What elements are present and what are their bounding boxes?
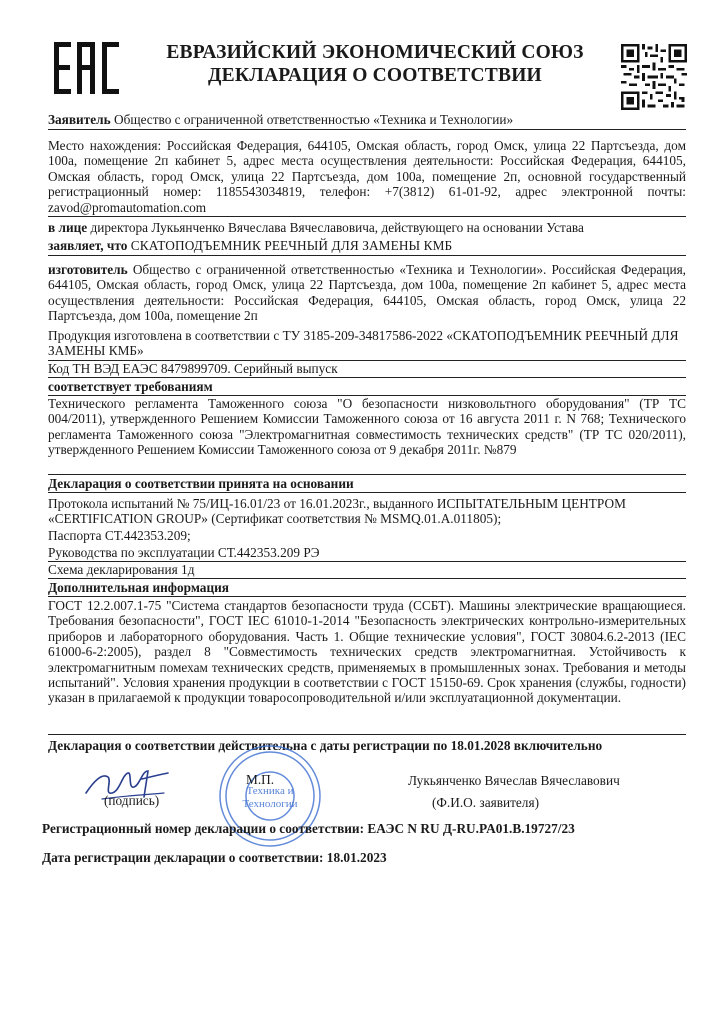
applicant-line [48,112,686,127]
svg-text:Технологии: Технологии [242,798,298,810]
manufacturer-label: изготовитель [48,262,128,277]
declaration-scheme: Схема декларирования 1д [48,562,195,577]
applicant-name-signature: Лукьянченко Вячеслав Вячеславович [408,773,620,788]
production-text: Продукция изготовлена в соответствии с ТУ 3185-209-34817586-2022 «СКАТОПОДЪЕМНИК РЕЕЧНЫЙ ДЛЯ ЗАМЕНЫ КМБ» [48,328,679,359]
title-declaration: ДЕКЛАРАЦИЯ О СООТВЕТСТВИИ [208,65,542,86]
registration-date: Дата регистрации декларации о соответствии: 18.01.2023 [42,850,387,865]
name-caption: (Ф.И.О. заявителя) [432,795,539,810]
requirements-label: соответствует требованиям [48,379,213,394]
divider [48,377,686,378]
basis-label: Декларация о соответствии принята на основании [48,476,354,491]
divider [48,474,686,475]
product-name: СКАТОПОДЪЕМНИК РЕЕЧНЫЙ ДЛЯ ЗАМЕНЫ КМБ [130,238,453,253]
registration-number: Регистрационный номер декларации о соответствии: ЕАЭС N RU Д-RU.PA01.B.19727/23 [42,821,575,836]
divider [48,255,686,256]
test-protocol: Протокола испытаний № 75/ИЦ-16.01/23 от 16.01.2023г., выданного ИСПЫТАТЕЛЬНЫМ ЦЕНТРОМ «CERTIFICATION GROUP» (Сертификат соответствия № MSMQ.01.A.011805); [48,496,626,527]
divider [48,129,686,130]
person-line [48,220,686,235]
manufacturer-block [48,262,686,324]
eac-logo [52,40,122,96]
additional-text: ГОСТ 12.2.007.1-75 "Система стандартов безопасности труда (ССБТ). Машины электрические вращающиеся. Требования безопасности", ГОСТ IEC 61010-1-2014 "Безопасность электрических контрольно-измерительных приборов и лабораторного оборудования. Часть 1. Общие технические условия", ГОСТ 30804.6.2-2013 (IEC 61000-6-2:2005), раздел 8 "Совместимость технических средств электромагнитная. Устойчивость к электромагнитным помехам технических средств, применяемых в промышленных зонах. Требования и методы испытаний". Условия хранения продукции в соответствии с ГОСТ 15150-69. Срок хранения (службы, годности) указан в прилагаемой к продукции товаросопроводительной и/или эксплуатационной документации. [48,598,686,706]
declares-line [48,238,686,253]
qr-code-icon [621,44,687,110]
applicant-name: Общество с ограниченной ответственностью «Техника и Технологии» [113,112,514,127]
signature-caption: (подпись) [104,793,160,808]
applicant-address: Место нахождения: Российская Федерация, 644105, Омская область, город Омск, улица 22 Партсъезда, дом 100а, помещение 2п кабинет 5, адрес места осуществления деятельности: Российская Федерация, 644105, Омская область, город Омск, улица 22 Партсъезда, дом 100а, помещение 2п, основной государственный регистрационный номер: 1185543034819, телефон: +7(3812) 61-01-92, адрес электронной почты: zavod@promautomation.com [48,138,686,215]
applicant-label: Заявитель [48,112,111,127]
stamp-place-label: М.П. [246,772,275,787]
validity-text: Декларация о соответствии действительна с даты регистрации по 18.01.2028 включительно [48,738,603,753]
person-label: в лице [48,220,88,235]
title-union: ЕВРАЗИЙСКИЙ ЭКОНОМИЧЕСКИЙ СОЮЗ [166,42,584,63]
tn-ved-code: Код ТН ВЭД ЕАЭС 8479899709. Серийный выпуск [48,361,338,376]
person-value: директора Лукьянченко Вячеслава Вячеславовича, действующего на основании Устава [90,220,584,235]
requirements-text: Технического регламента Таможенного союза "О безопасности низковольтного оборудования" (ТР ТС 004/2011), утвержденного Решением Комиссии Таможенного союза от 16 августа 2011 г. N 768; Технического регламента Таможенного союза "Электромагнитная совместимость технических средств" (ТР ТС 020/2011), утвержденного Решением Комиссии Таможенного союза от 9 декабря 2011г. №879 [48,396,686,458]
divider [48,596,686,597]
divider [48,734,686,735]
declares-label: заявляет, что [48,238,128,253]
divider [48,492,686,493]
divider [48,578,686,579]
additional-label: Дополнительная информация [48,580,229,595]
divider [48,216,686,217]
svg-text:Техника и: Техника и [246,785,294,797]
document-title [150,41,600,87]
passport: Паспорта СТ.442353.209; [48,528,191,543]
manual: Руководства по эксплуатации СТ.442353.209 РЭ [48,545,320,560]
manufacturer-value: Общество с ограниченной ответственностью «Техника и Технологии». Российская Федерация, 644105, Омская область, город Омск, улица 22 Партсъезда, дом 100а, помещение 2п кабинет 5, адрес места осуществления деятельности: Российская Федерация, 644105, Омская область, город Омск, улица 22 Партсъезда, дом 100а, помещение 2п [48,262,687,324]
